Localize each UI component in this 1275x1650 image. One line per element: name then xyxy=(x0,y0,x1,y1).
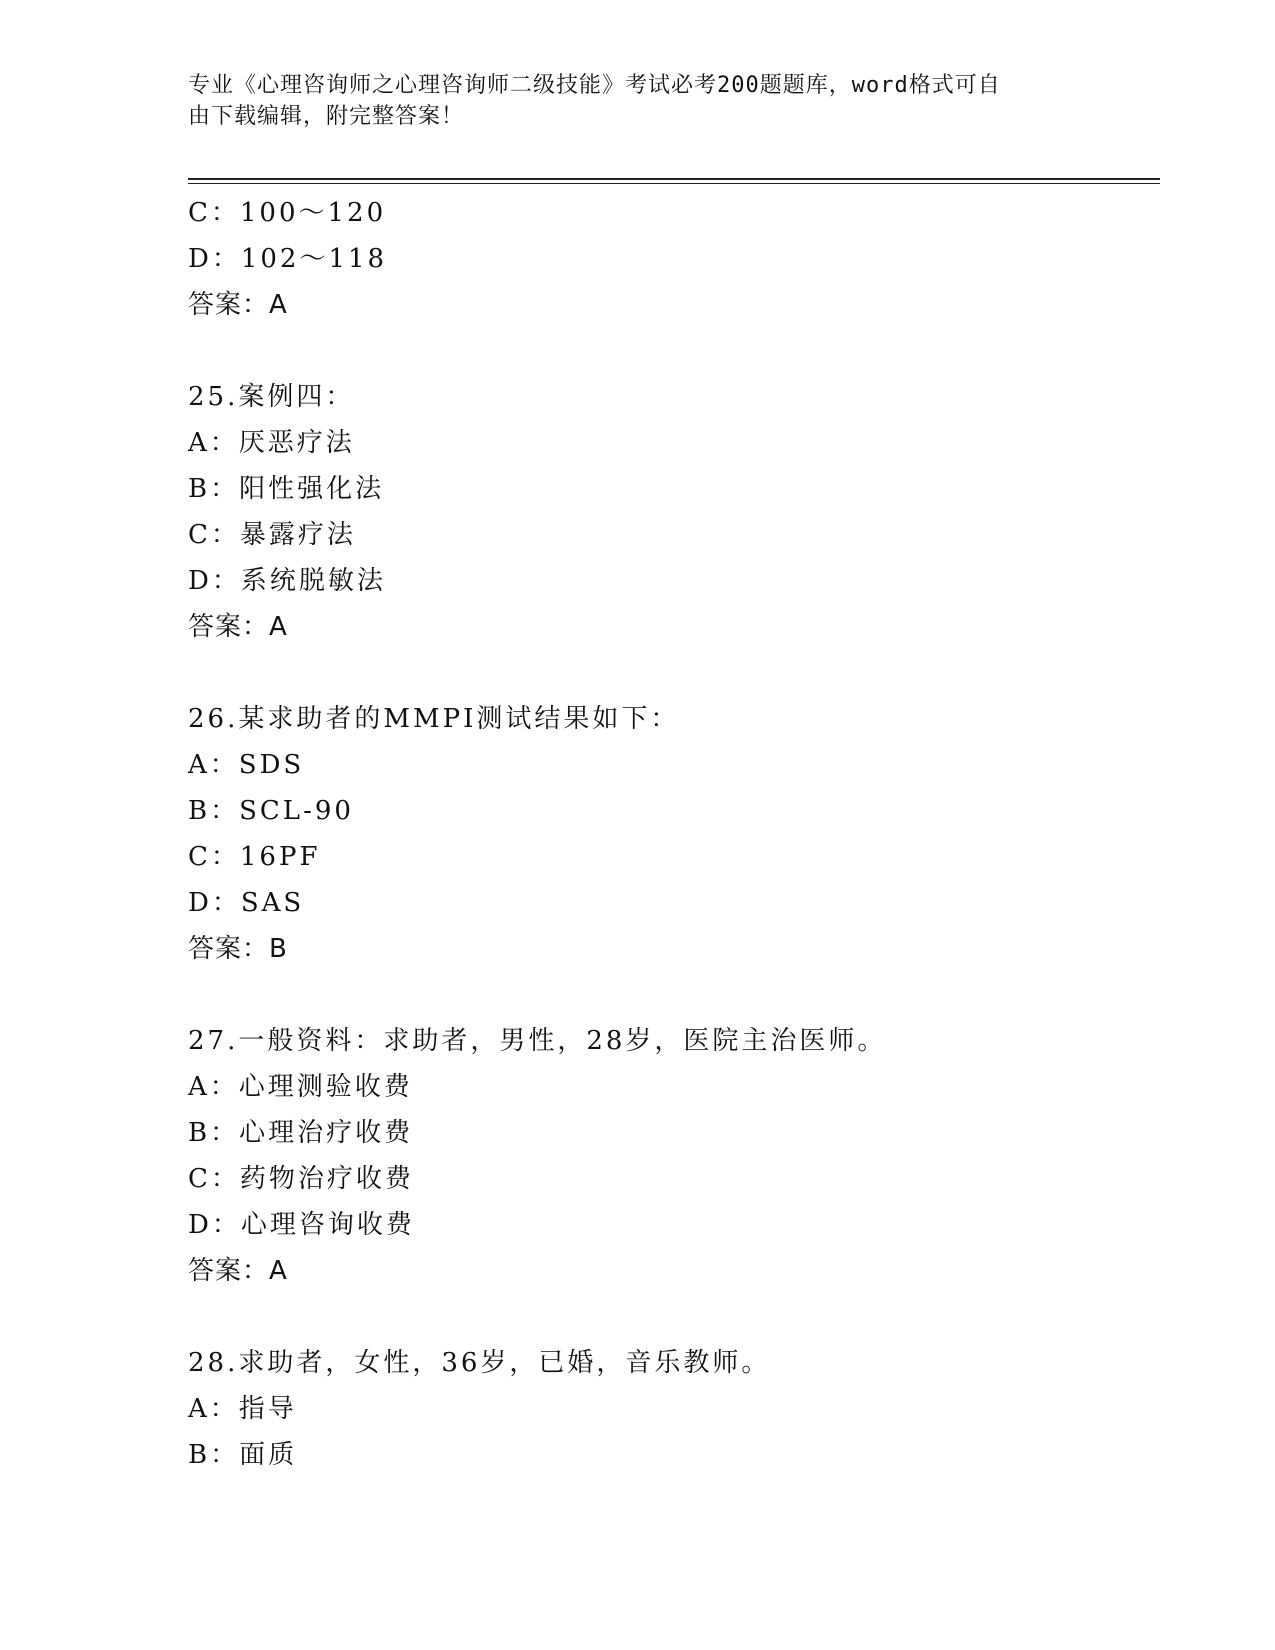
answer-line: 答案：A xyxy=(188,290,288,320)
option-d: D：心理咨询收费 xyxy=(188,1210,415,1240)
answer-line: 答案：A xyxy=(188,1256,288,1286)
spacer xyxy=(188,328,1148,374)
question-stem: 27.一般资料：求助者，男性，28岁，医院主治医师。 xyxy=(188,1026,887,1056)
answer-line: 答案：A xyxy=(188,612,288,642)
spacer xyxy=(188,972,1148,1018)
header-line-1: 专业《心理咨询师之心理咨询师二级技能》考试必考200题题库，word格式可自 xyxy=(188,73,1001,98)
question-list xyxy=(188,190,1148,1478)
option-c: C：药物治疗收费 xyxy=(188,1164,414,1194)
option-d: D：102～118 xyxy=(188,244,388,274)
option-a: A：厌恶疗法 xyxy=(188,428,355,458)
option-c: C：暴露疗法 xyxy=(188,520,356,550)
option-b: B：心理治疗收费 xyxy=(188,1118,414,1148)
option-b: B：SCL-90 xyxy=(188,796,354,826)
question-stem: 28.求助者，女性，36岁，已婚，音乐教师。 xyxy=(188,1348,771,1378)
option-d: D：系统脱敏法 xyxy=(188,566,386,596)
question-stem: 26.某求助者的MMPI测试结果如下： xyxy=(188,704,680,734)
option-c: C：100～120 xyxy=(188,198,387,228)
option-b: B：面质 xyxy=(188,1440,298,1470)
document-header xyxy=(188,70,1088,132)
spacer xyxy=(188,650,1148,696)
spacer xyxy=(188,1294,1148,1340)
option-d: D：SAS xyxy=(188,888,305,918)
option-c: C：16PF xyxy=(188,842,321,872)
option-a: A：指导 xyxy=(188,1394,297,1424)
option-b: B：阳性强化法 xyxy=(188,474,385,504)
answer-line: 答案：B xyxy=(188,934,288,964)
header-line-2: 由下载编辑，附完整答案！ xyxy=(188,104,465,129)
option-a: A：心理测验收费 xyxy=(188,1072,413,1102)
option-a: A：SDS xyxy=(188,750,305,780)
header-divider xyxy=(188,178,1160,184)
question-stem: 25.案例四： xyxy=(188,382,355,412)
